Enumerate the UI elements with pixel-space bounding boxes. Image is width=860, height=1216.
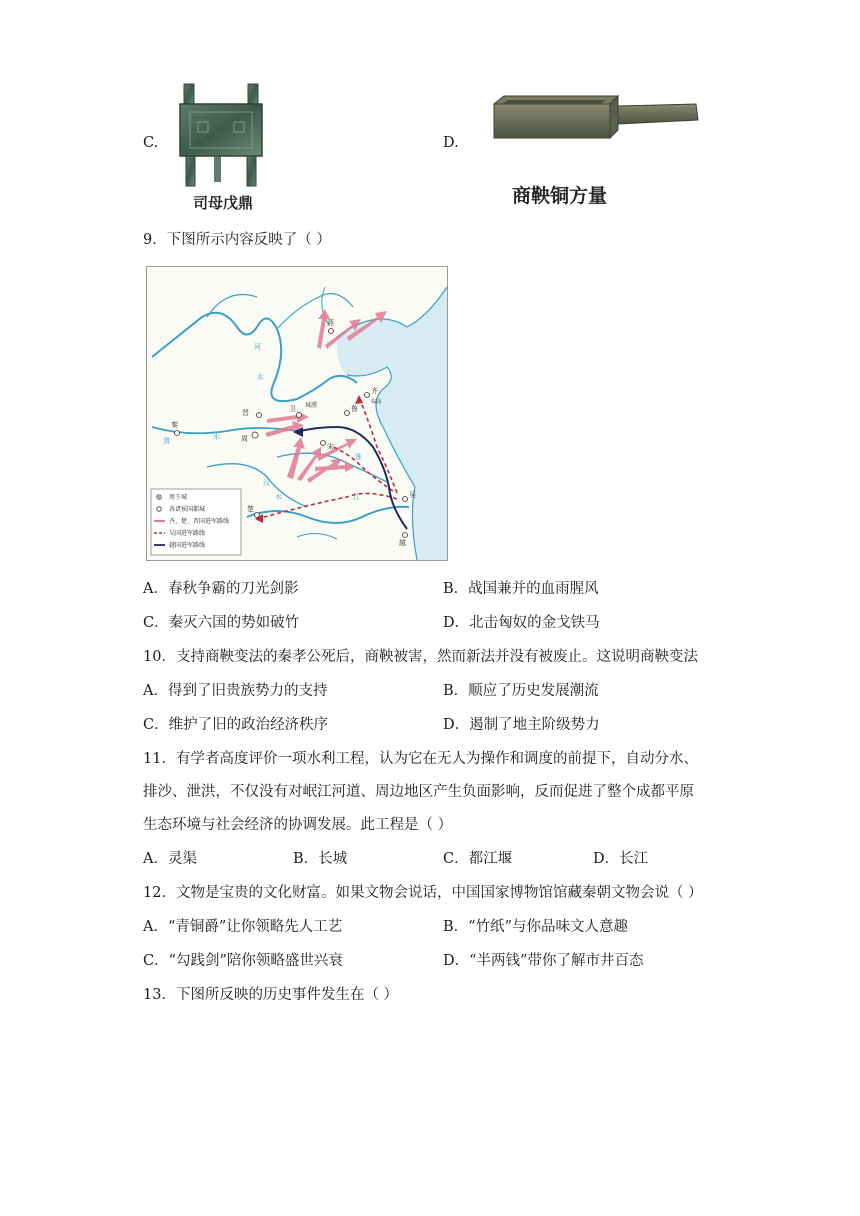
- city-zhou: 周: [241, 435, 248, 443]
- question-11-stem-line-3: 生态环境与社会经济的协调发展。此工程是（ ）: [143, 817, 453, 833]
- q12-option-b[interactable]: B．“竹纸”与你品味文人意趣: [443, 919, 628, 935]
- q11-option-b[interactable]: B．长城: [293, 851, 348, 867]
- ding-caption: 司母戊鼎: [193, 194, 254, 212]
- q12-option-c[interactable]: C．“勾践剑”陪你领略盛世兴衰: [143, 953, 343, 969]
- q10-option-c[interactable]: C．维护了旧的政治经济秩序: [143, 717, 329, 733]
- q10-option-d[interactable]: D．遏制了地主阶级势力: [443, 717, 600, 733]
- river-han: 汉: [263, 479, 270, 487]
- river-wei-shui: 水: [213, 433, 220, 441]
- q9-option-b[interactable]: B．战国兼并的血雨腥风: [443, 581, 599, 597]
- bronze-measure-image: [490, 94, 702, 144]
- question-13-stem: 13．下图所反映的历史事件发生在（ ）: [143, 987, 399, 1003]
- city-chengpu: 城濮: [305, 402, 318, 409]
- city-song: 宋: [327, 443, 334, 451]
- q11-option-d[interactable]: D．长江: [593, 851, 649, 867]
- river-han-shui: 水: [275, 493, 282, 501]
- city-yan: 燕: [327, 319, 334, 327]
- q9-option-d[interactable]: D．北击匈奴的金戈铁马: [443, 615, 600, 631]
- option-d-label: D.: [443, 135, 459, 151]
- q9-option-a[interactable]: A．春秋争霸的刀光剑影: [143, 581, 299, 597]
- legend-yue-route: 越国进军路线: [169, 542, 206, 549]
- legend-zhou-capital: 周王城: [169, 494, 188, 501]
- legend-wu-route: 吴国进军路线: [169, 530, 206, 537]
- q10-option-a[interactable]: A．得到了旧贵族势力的支持: [143, 683, 328, 699]
- city-lu: 鲁: [351, 405, 358, 413]
- legend-state-capital: 各诸侯国都城: [169, 506, 206, 513]
- spring-autumn-map: [146, 266, 448, 561]
- city-qin: 秦: [171, 421, 178, 429]
- q11-option-a[interactable]: A．灵渠: [143, 851, 197, 867]
- city-chu: 楚: [247, 505, 254, 513]
- city-qi: 齐: [371, 387, 378, 395]
- q10-option-b[interactable]: B．顺应了历史发展潮流: [443, 683, 599, 699]
- city-yue: 越: [399, 539, 406, 547]
- city-jin: 晋: [242, 409, 249, 417]
- river-he: 河: [254, 343, 261, 351]
- question-11-stem-line-1: 11．有学者高度评价一项水利工程，认为它在无人为操作和调度的前提下，自动分水、: [143, 751, 698, 767]
- river-jiang: 江: [353, 493, 360, 501]
- option-c-label: C.: [143, 135, 159, 151]
- city-linzi: 临淄: [371, 399, 382, 405]
- map-legend: [151, 489, 241, 555]
- city-wei: 卫: [289, 405, 296, 413]
- question-9-stem: 9．下图所示内容反映了（ ）: [143, 232, 331, 248]
- q12-option-a[interactable]: A．“青铜爵”让你领略先人工艺: [143, 919, 343, 935]
- question-10-stem: 10．支持商鞅变法的秦孝公死后，商鞅被害，然而新法并没有被废止。这说明商鞅变法: [143, 649, 698, 665]
- legend-qi-chu-jin-route: 齐、楚、晋国进军路线: [169, 518, 230, 525]
- river-he-shui: 水: [257, 373, 264, 381]
- river-wei: 渭: [163, 437, 170, 445]
- q12-option-d[interactable]: D．“半两钱”带你了解市井百态: [443, 953, 644, 969]
- river-huai: 淮: [355, 453, 362, 461]
- q9-option-c[interactable]: C．秦灭六国的势如破竹: [143, 615, 300, 631]
- q11-option-c[interactable]: C．都江堰: [443, 851, 513, 867]
- question-12-stem: 12．文物是宝贵的文化财富。如果文物会说话，中国国家博物馆馆藏秦朝文物会说（ ）: [143, 885, 703, 901]
- city-wu: 吴: [409, 491, 416, 499]
- measure-caption: 商鞅铜方量: [512, 185, 608, 207]
- question-11-stem-line-2: 排沙、泄洪，不仅没有对岷江河道、周边地区产生负面影响，反而促进了整个成都平原: [143, 784, 694, 800]
- bronze-ding-image: [176, 82, 266, 192]
